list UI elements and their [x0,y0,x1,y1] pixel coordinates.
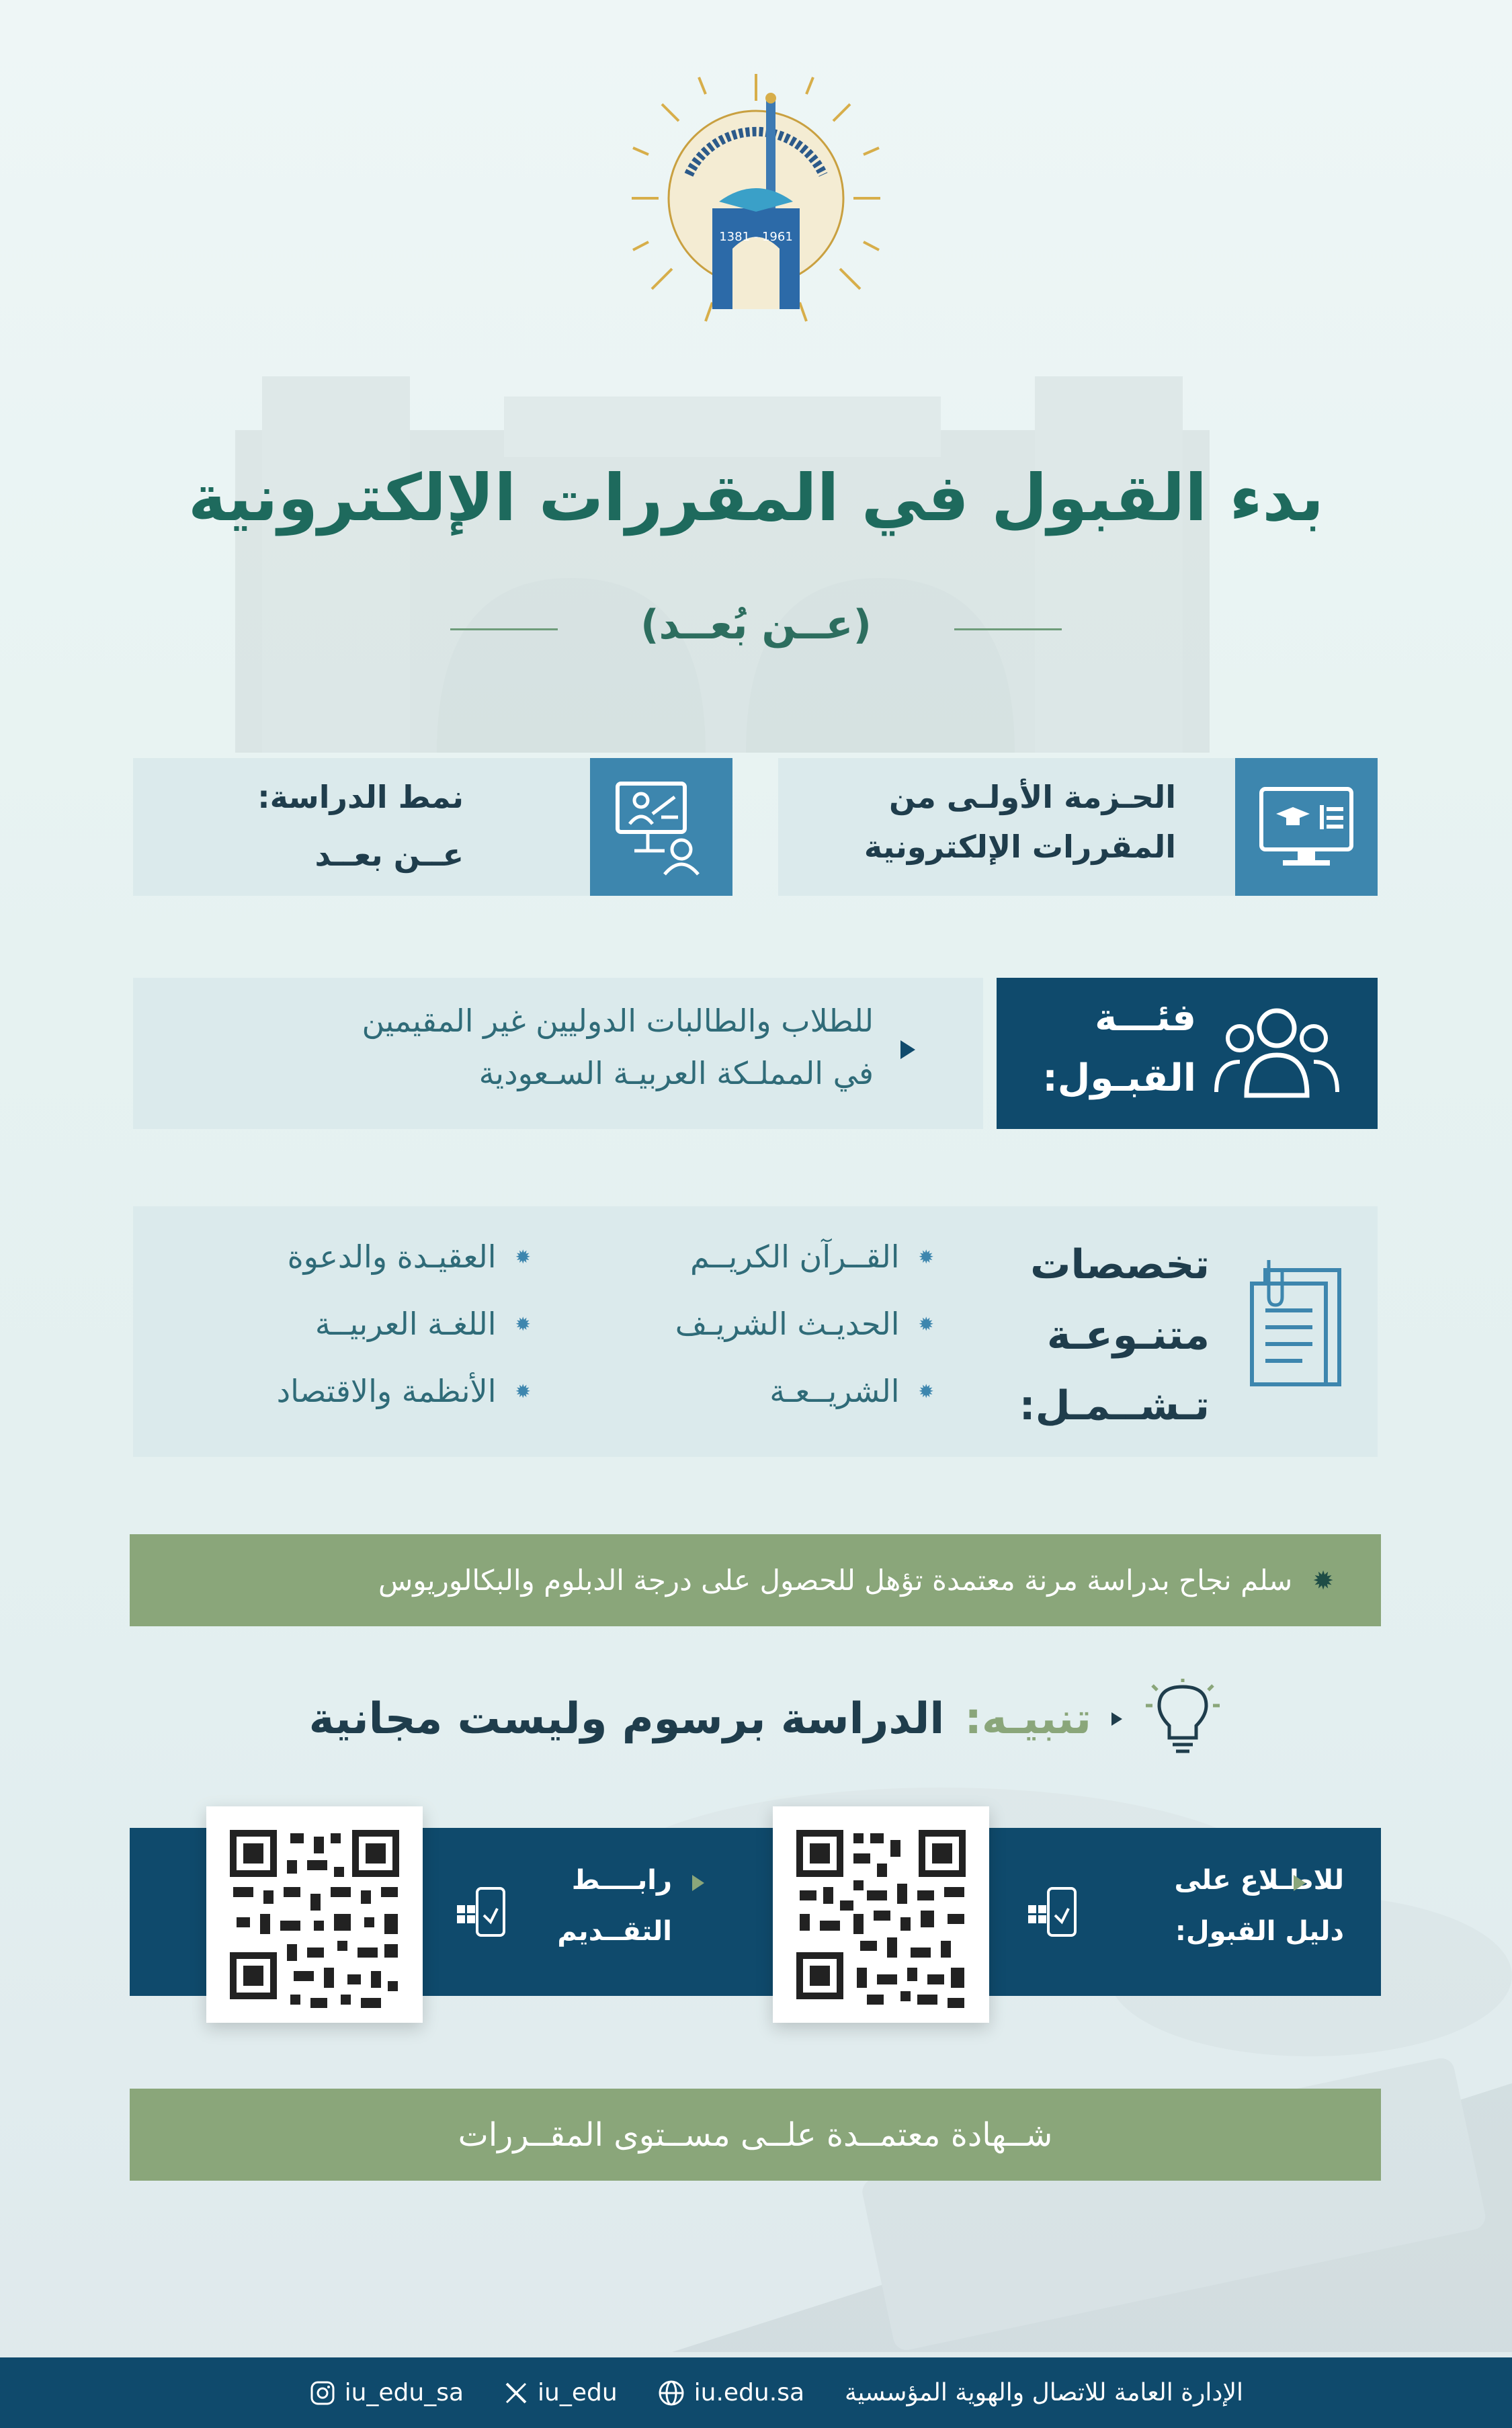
pointer-triangle-icon [900,1040,915,1059]
list-item: ✹ اللغـة العربيــة [314,1306,531,1342]
list-item: ✹ الشريــعـة [769,1373,934,1409]
package-text: الحـزمة الأولـى من المقررات الإلكترونية [864,779,1176,865]
bullet-gear-icon: ✹ [918,1380,934,1403]
guide-label-line2: دليل القبول: [1175,1916,1344,1947]
background-gate-illustration [235,376,1210,753]
globe-icon [658,2380,685,2406]
footer-instagram-link[interactable]: iu_edu_sa [310,2379,464,2406]
success-banner [130,1534,1381,1626]
guide-label-line1: للاطـلاع على [1174,1865,1344,1896]
admission-label-line2: القبـول: [1042,1056,1196,1100]
svg-text:1381 - 1961: 1381 - 1961 [719,230,793,244]
page-title: بدء القبول في المقررات الإلكترونية [187,460,1325,536]
specializations-label [981,1230,1210,1441]
documents-icon [1242,1257,1346,1391]
footer-row [310,2357,1243,2428]
certificate-text: شــهادة معتمــدة علــى مســتوى المقــررات [458,2116,1053,2154]
instagram-icon [310,2380,335,2406]
footer-website-link[interactable]: iu.edu.sa [658,2379,804,2406]
bullet-gear-icon: ✹ [515,1245,531,1268]
specializations-label-line2: متنـوعـة [1046,1312,1210,1359]
notice-label: تنبيـه: [964,1693,1091,1744]
phone-scan-icon [1025,1885,1082,1942]
bullet-gear-icon: ✹ [1312,1565,1334,1595]
phone-scan-icon [454,1885,511,1942]
monitor-course-icon [1256,784,1357,871]
pointer-triangle-icon [692,1875,704,1891]
footer [0,2357,1512,2428]
certificate-banner [130,2089,1381,2181]
specializations-label-line3: تـشــمـل: [1019,1382,1210,1429]
bullet-gear-icon: ✹ [515,1312,531,1335]
pointer-triangle-icon [1294,1875,1306,1891]
footer-x-link[interactable]: iu_edu [504,2379,618,2406]
study-mode-icon-box [590,758,732,896]
bullet-gear-icon: ✹ [918,1245,934,1268]
apply-label-line2: التقــديم [557,1916,672,1947]
admission-label-line1: فئـــة [1095,996,1196,1040]
apply-label [524,1855,672,1957]
bullet-gear-icon: ✹ [515,1380,531,1403]
university-logo [632,74,880,323]
subtitle-row [450,601,1062,655]
list-item: ✹ العقيـدة والدعوة [287,1239,531,1275]
specializations-label-line1: تخصصات [1030,1241,1210,1288]
lightbulb-icon [1142,1679,1223,1759]
success-banner-text: سلم نجاح بدراسة مرنة معتمدة تؤهل للحصول على درجة الدبلوم والبكالوريوس [378,1564,1293,1597]
admission-text [202,995,874,1099]
specializations-column-left [202,1223,531,1425]
bullet-gear-icon: ✹ [918,1312,934,1335]
admission-text-line2: في المملـكة العربيـة السـعودية [478,1055,874,1092]
admission-label [1015,988,1196,1108]
admission-guide-qr[interactable] [773,1806,989,2023]
notice-row [269,1677,1223,1761]
page-subtitle: (عــن بُعــد) [640,601,872,648]
notice-text: الدراسة برسوم وليست مجانية [308,1693,945,1744]
apply-label-line1: رابــــط [571,1865,672,1896]
specializations-column-right [605,1223,934,1425]
list-item: ✹ الأنظمة والاقتصاد [276,1373,531,1409]
admission-text-line1: للطلاب والطالبات الدوليين غير المقيمين [362,1003,874,1039]
package-icon-box [1235,758,1378,896]
x-logo-icon [504,2381,528,2405]
study-mode-label: نمط الدراسة: [257,779,464,815]
group-users-icon [1213,1001,1341,1102]
footer-department: الإدارة العامة للاتصال والهوية المؤسسية [845,2379,1243,2406]
list-item: ✹ الحديـث الشريـف [675,1306,934,1342]
pointer-triangle-icon [1111,1712,1122,1726]
online-teacher-icon [611,777,712,878]
qr-code-icon [773,1806,989,2023]
guide-label [1116,1855,1344,1957]
qr-code-icon [206,1806,423,2023]
study-mode-value: عــن بعــد [314,837,464,873]
list-item: ✹ القــرآن الكريــم [689,1239,934,1275]
apply-link-qr[interactable] [206,1806,423,2023]
